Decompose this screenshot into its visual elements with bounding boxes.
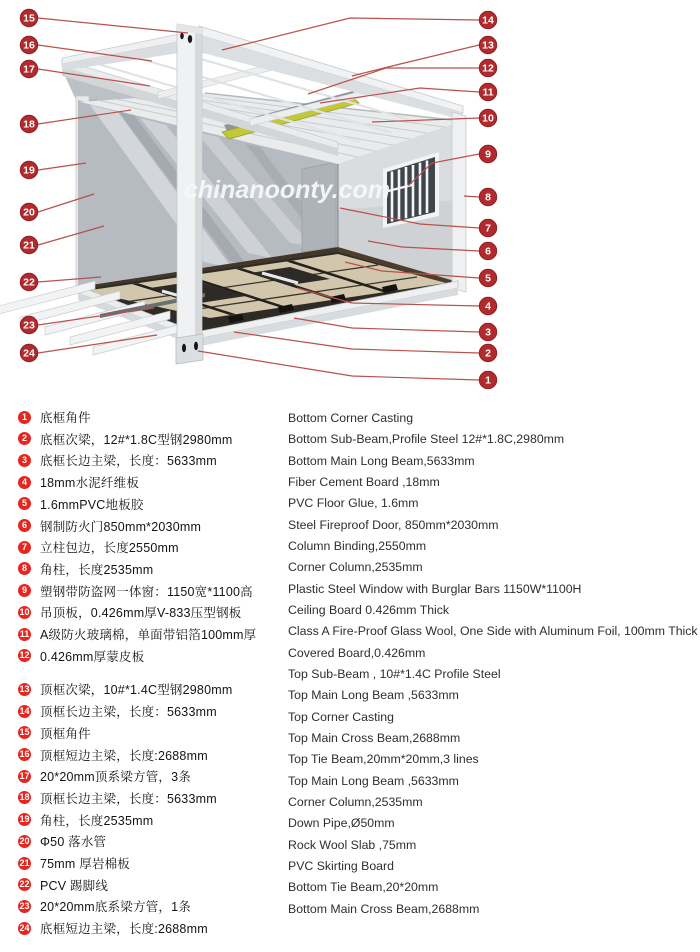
legend-text-en: Bottom Tie Beam,20*20mm — [288, 880, 439, 895]
legend-text-en: PVC Floor Glue, 1.6mm — [288, 496, 419, 511]
legend-row-zh-19 — [18, 810, 153, 830]
legend-text-zh: 顶框次梁，10#*1.4C型钢2980mm — [40, 683, 233, 698]
callout-number: 2 — [485, 347, 491, 360]
legend-text-zh: 75mm 厚岩棉板 — [40, 857, 131, 871]
legend-text-en: Top Tie Beam,20mm*20mm,3 lines — [288, 752, 479, 767]
legend-text-zh: 底框角件 — [40, 411, 91, 425]
legend-number-badge: 12 — [19, 650, 30, 661]
legend-row-zh-14 — [18, 701, 217, 721]
legend-text-en: Top Main Cross Beam,2688mm — [288, 730, 461, 745]
callout-number: 4 — [485, 300, 491, 313]
legend-number-badge: 2 — [18, 432, 31, 445]
legend-number-badge: 1 — [18, 411, 31, 424]
legend-number-badge: 14 — [19, 705, 30, 716]
legend-text-en: Top Main Long Beam ,5633mm — [288, 773, 459, 788]
callout-number: 21 — [23, 239, 35, 252]
legend-text-zh: 钢制防火门850mm*2030mm — [40, 519, 202, 534]
legend-row-zh-11 — [18, 624, 256, 644]
leader-line-15 — [38, 18, 188, 33]
legend-number-badge: 18 — [19, 792, 30, 803]
legend-number-badge: 5 — [18, 497, 31, 510]
legend-number-badge: 17 — [19, 770, 30, 781]
legend-number-badge: 13 — [19, 683, 30, 694]
legend-number-badge: 4 — [18, 476, 31, 489]
legend-row-zh-24 — [18, 918, 208, 938]
callout-number: 23 — [23, 319, 35, 332]
callout-number: 19 — [23, 164, 35, 177]
legend-text-en: Class A Fire-Proof Glass Wool, One Side with Aluminum Foil, 100mm Thick — [288, 624, 698, 639]
legend-text-en: Top Corner Casting — [288, 709, 394, 724]
legend-text-en: Corner Column,2535mm — [288, 560, 423, 575]
corner-column-right — [452, 112, 466, 292]
legend-number-badge: 3 — [18, 454, 31, 467]
callout-number: 6 — [485, 245, 491, 258]
legend-text-en: Fiber Cement Board ,18mm — [288, 474, 440, 489]
legend-number-badge: 8 — [18, 562, 31, 575]
legend-number-badge: 16 — [19, 749, 30, 759]
legend-number-badge: 15 — [19, 727, 30, 738]
legend-text-zh: PCV 踢脚线 — [40, 878, 109, 893]
callout-number: 12 — [482, 62, 494, 75]
legend-row-zh-9 — [18, 581, 253, 601]
callout-number: 16 — [23, 39, 35, 52]
callout-number: 11 — [482, 86, 494, 99]
callout-number: 13 — [482, 39, 494, 52]
leader-line-2 — [234, 332, 479, 353]
legend-row-zh-18 — [18, 788, 217, 808]
callout-number: 7 — [485, 222, 491, 235]
legend-text-en: Down Pipe,Ø50mm — [288, 816, 395, 831]
legend-row-zh-21 — [18, 853, 130, 873]
legend-text-zh: 立柱包边，长度2550mm — [40, 541, 179, 556]
legend-text-en: Rock Wool Slab ,75mm — [288, 837, 417, 852]
legend-number-badge: 20 — [19, 835, 30, 846]
legend-text-zh: 顶框长边主梁，长度：5633mm — [40, 705, 217, 720]
legend-text-en: PVC Skirting Board — [288, 858, 394, 873]
legend-row-zh-13 — [18, 679, 232, 699]
callout-number: 22 — [23, 276, 35, 289]
legend-text-zh: 0.426mm厚蒙皮板 — [40, 649, 145, 664]
legend-text-en: Plastic Steel Window with Burglar Bars 1150W*1100H — [288, 581, 582, 596]
legend-row-zh-7 — [18, 537, 179, 557]
legend-row-zh-4 — [18, 472, 139, 492]
legend-row-zh-10 — [18, 602, 241, 622]
parts-legend — [0, 407, 700, 952]
callout-number: 10 — [482, 112, 494, 125]
legend-text-zh: 18mm水泥纤维板 — [40, 476, 140, 491]
legend-text-en: Bottom Main Long Beam,5633mm — [288, 453, 475, 468]
legend-number-badge: 21 — [19, 857, 30, 868]
legend-row-zh-17 — [18, 766, 191, 786]
bottom-corner-casting — [176, 334, 203, 364]
legend-number-badge: 19 — [19, 814, 30, 825]
legend-row-zh-8 — [18, 559, 153, 579]
legend-number-badge: 22 — [19, 879, 30, 890]
legend-row-zh-16 — [18, 745, 208, 765]
legend-text-en: Top Sub-Beam , 10#*1.4C Profile Steel — [288, 666, 501, 681]
legend-row-zh-22 — [18, 875, 108, 895]
legend-row-zh-1 — [18, 407, 91, 427]
legend-text-zh: 20*20mm顶系梁方管，3条 — [40, 770, 191, 785]
legend-row-zh-2 — [18, 429, 232, 449]
callout-number: 18 — [23, 118, 35, 131]
legend-text-en: Top Main Long Beam ,5633mm — [288, 688, 459, 703]
callout-number: 15 — [23, 12, 35, 25]
watermark-text: chinanoonty.com — [184, 176, 391, 204]
container-house-diagram — [0, 0, 700, 407]
legend-text-zh: 底框长边主梁，长度：5633mm — [40, 454, 217, 469]
callout-number: 24 — [23, 347, 35, 360]
legend-text-zh: 顶框长边主梁，长度：5633mm — [40, 791, 217, 806]
legend-text-zh: Φ50 落水管 — [40, 835, 107, 850]
callout-number: 5 — [485, 272, 491, 285]
legend-text-en: Steel Fireproof Door, 850mm*2030mm — [288, 517, 499, 532]
legend-number-badge: 7 — [18, 541, 31, 554]
callout-number: 14 — [482, 14, 494, 27]
callout-number: 9 — [485, 148, 491, 161]
legend-number-badge: 23 — [19, 900, 30, 911]
legend-row-zh-12 — [18, 646, 144, 666]
legend-row-zh-3 — [18, 450, 217, 470]
legend-text-en: Bottom Main Cross Beam,2688mm — [288, 901, 480, 916]
legend-text-zh: 底框短边主梁，长度:2688mm — [40, 922, 208, 937]
legend-number-badge: 6 — [18, 519, 31, 532]
legend-text-en: Covered Board,0.426mm — [288, 645, 426, 660]
legend-row-zh-15 — [18, 723, 91, 743]
legend-text-en: Bottom Corner Casting — [288, 411, 414, 425]
legend-text-zh: 1.6mmPVC地板胶 — [40, 497, 144, 512]
legend-row-zh-20 — [18, 831, 106, 851]
legend-text-en: Corner Column,2535mm — [288, 794, 423, 809]
callout-number: 17 — [23, 63, 35, 76]
legend-text-zh: 顶框角件 — [40, 726, 91, 741]
legend-text-zh: 顶框短边主梁，长度:2688mm — [40, 748, 208, 763]
legend-row-zh-5 — [18, 494, 144, 514]
legend-number-badge: 10 — [19, 606, 30, 617]
legend-text-zh: 20*20mm底系梁方管，1条 — [40, 900, 191, 915]
legend-number-badge: 24 — [19, 922, 30, 933]
legend-text-en: Column Binding,2550mm — [288, 538, 427, 553]
legend-text-en: Ceiling Board 0.426mm Thick — [288, 602, 450, 617]
legend-text-zh: 角柱，长度2535mm — [40, 562, 154, 577]
legend-number-badge: 9 — [18, 584, 31, 597]
callout-number: 1 — [485, 374, 491, 387]
legend-row-zh-6 — [18, 516, 201, 536]
legend-row-zh-23 — [18, 896, 191, 916]
legend-text-zh: 角柱，长度2535mm — [40, 813, 154, 828]
legend-text-zh: 底框次梁，12#*1.8C型钢2980mm — [40, 432, 233, 447]
legend-text-zh: 吊顶板，0.426mm厚V-833压型钢板 — [40, 606, 242, 621]
legend-number-badge: 11 — [19, 628, 30, 639]
callout-number: 20 — [23, 206, 35, 219]
legend-text-en: Bottom Sub-Beam,Profile Steel 12#*1.8C,2980mm — [288, 432, 565, 447]
callout-number: 8 — [485, 191, 491, 204]
leader-line-1 — [198, 351, 479, 380]
legend-text-zh: 塑钢带防盗网一体窗：1150宽*1100高 — [40, 584, 253, 599]
leader-line-13 — [352, 45, 479, 76]
legend-text-zh: A级防火玻璃棉，单面带铝箔100mm厚 — [40, 628, 257, 642]
callout-number: 3 — [485, 326, 491, 339]
